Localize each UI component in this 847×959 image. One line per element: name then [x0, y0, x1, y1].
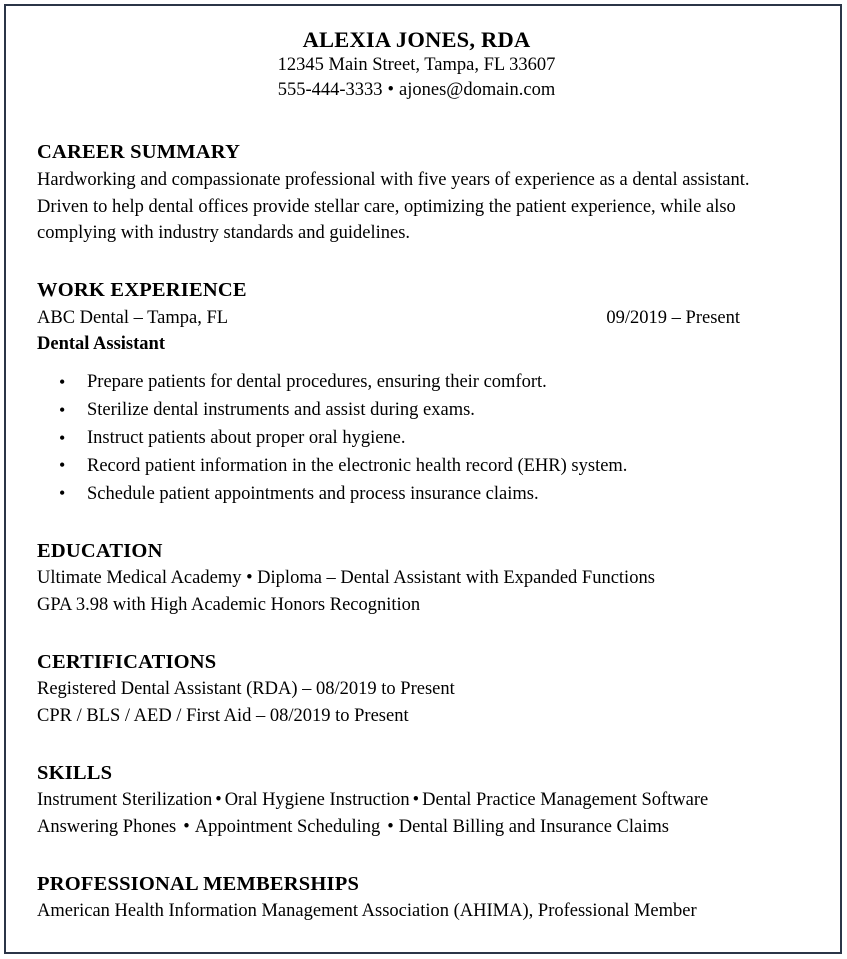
candidate-email: ajones@domain.com	[399, 80, 556, 101]
bullet-icon: •	[59, 427, 66, 448]
job-employer: ABC Dental – Tampa, FL	[37, 307, 229, 328]
skill-separator-icon: •	[412, 790, 420, 811]
section-career-summary	[37, 139, 796, 247]
job-entry-header	[37, 305, 796, 332]
bullet-icon: •	[59, 455, 66, 476]
skill-item: Appointment Scheduling	[194, 816, 381, 837]
skill-item: Instrument Sterilization	[37, 790, 213, 811]
skills-row	[37, 787, 796, 814]
job-title: Dental Assistant	[37, 334, 165, 355]
candidate-phone: 555-444-3333	[277, 80, 383, 101]
list-item-text: Record patient information in the electronic health record (EHR) system.	[87, 455, 628, 476]
skill-separator-icon: •	[215, 790, 222, 811]
list-item-text: Instruct patients about proper oral hygiene.	[87, 428, 406, 448]
certifications-heading: CERTIFICATIONS	[37, 650, 217, 673]
list-item	[37, 397, 796, 424]
skill-separator-icon: •	[387, 816, 394, 837]
skill-item: Answering Phones	[37, 816, 177, 837]
bullet-icon: •	[59, 399, 66, 420]
certification-line: Registered Dental Assistant (RDA) – 08/2019 to Present	[37, 679, 455, 699]
list-item-text: Sterilize dental instruments and assist during exams.	[87, 400, 475, 421]
bullet-icon: •	[59, 483, 66, 504]
work-experience-heading: WORK EXPERIENCE	[37, 279, 247, 302]
list-item-text: Schedule patient appointments and process insurance claims.	[87, 483, 539, 504]
education-heading: EDUCATION	[37, 539, 163, 562]
section-work-experience	[37, 277, 796, 507]
education-line: GPA 3.98 with High Academic Honors Recognition	[37, 594, 421, 615]
skills-heading: SKILLS	[37, 761, 113, 784]
candidate-contact-line	[37, 78, 796, 103]
resume-content	[34, 26, 812, 925]
career-summary-text: Hardworking and compassionate professional with five years of experience as a dental assistant. Driven to help dental offices provide stellar care, optimizing the patient experience, while also complying with industry standards and guidelines.	[37, 169, 750, 244]
section-education	[37, 538, 796, 619]
list-item	[37, 481, 796, 508]
section-certifications	[37, 649, 796, 730]
list-item	[37, 369, 796, 396]
bullet-icon: •	[59, 371, 66, 392]
skills-row	[37, 814, 796, 841]
candidate-address: 12345 Main Street, Tampa, FL 33607	[277, 55, 556, 76]
page-border	[4, 4, 842, 954]
list-item-text: Prepare patients for dental procedures, ensuring their comfort.	[87, 372, 547, 393]
skill-separator-icon: •	[183, 816, 190, 837]
job-dates: 09/2019 – Present	[606, 307, 740, 328]
list-item	[37, 425, 796, 452]
list-item	[37, 453, 796, 480]
certification-line: CPR / BLS / AED / First Aid – 08/2019 to Present	[37, 705, 409, 726]
skill-item: Oral Hygiene Instruction	[224, 790, 410, 811]
section-professional-memberships	[37, 871, 796, 925]
career-summary-heading: CAREER SUMMARY	[37, 141, 241, 164]
skill-item: Dental Practice Management Software	[422, 790, 709, 811]
section-skills	[37, 760, 796, 841]
job-responsibility-list	[37, 369, 796, 508]
education-line: Ultimate Medical Academy • Diploma – Dental Assistant with Expanded Functions	[37, 567, 655, 588]
contact-separator-bullet: •	[387, 80, 395, 101]
resume-header	[37, 26, 796, 103]
candidate-name: ALEXIA JONES, RDA	[302, 27, 531, 52]
professional-memberships-heading: PROFESSIONAL MEMBERSHIPS	[37, 872, 360, 895]
skill-item: Dental Billing and Insurance Claims	[398, 816, 669, 837]
professional-membership-line: American Health Information Management Association (AHIMA), Professional Member	[37, 901, 697, 922]
